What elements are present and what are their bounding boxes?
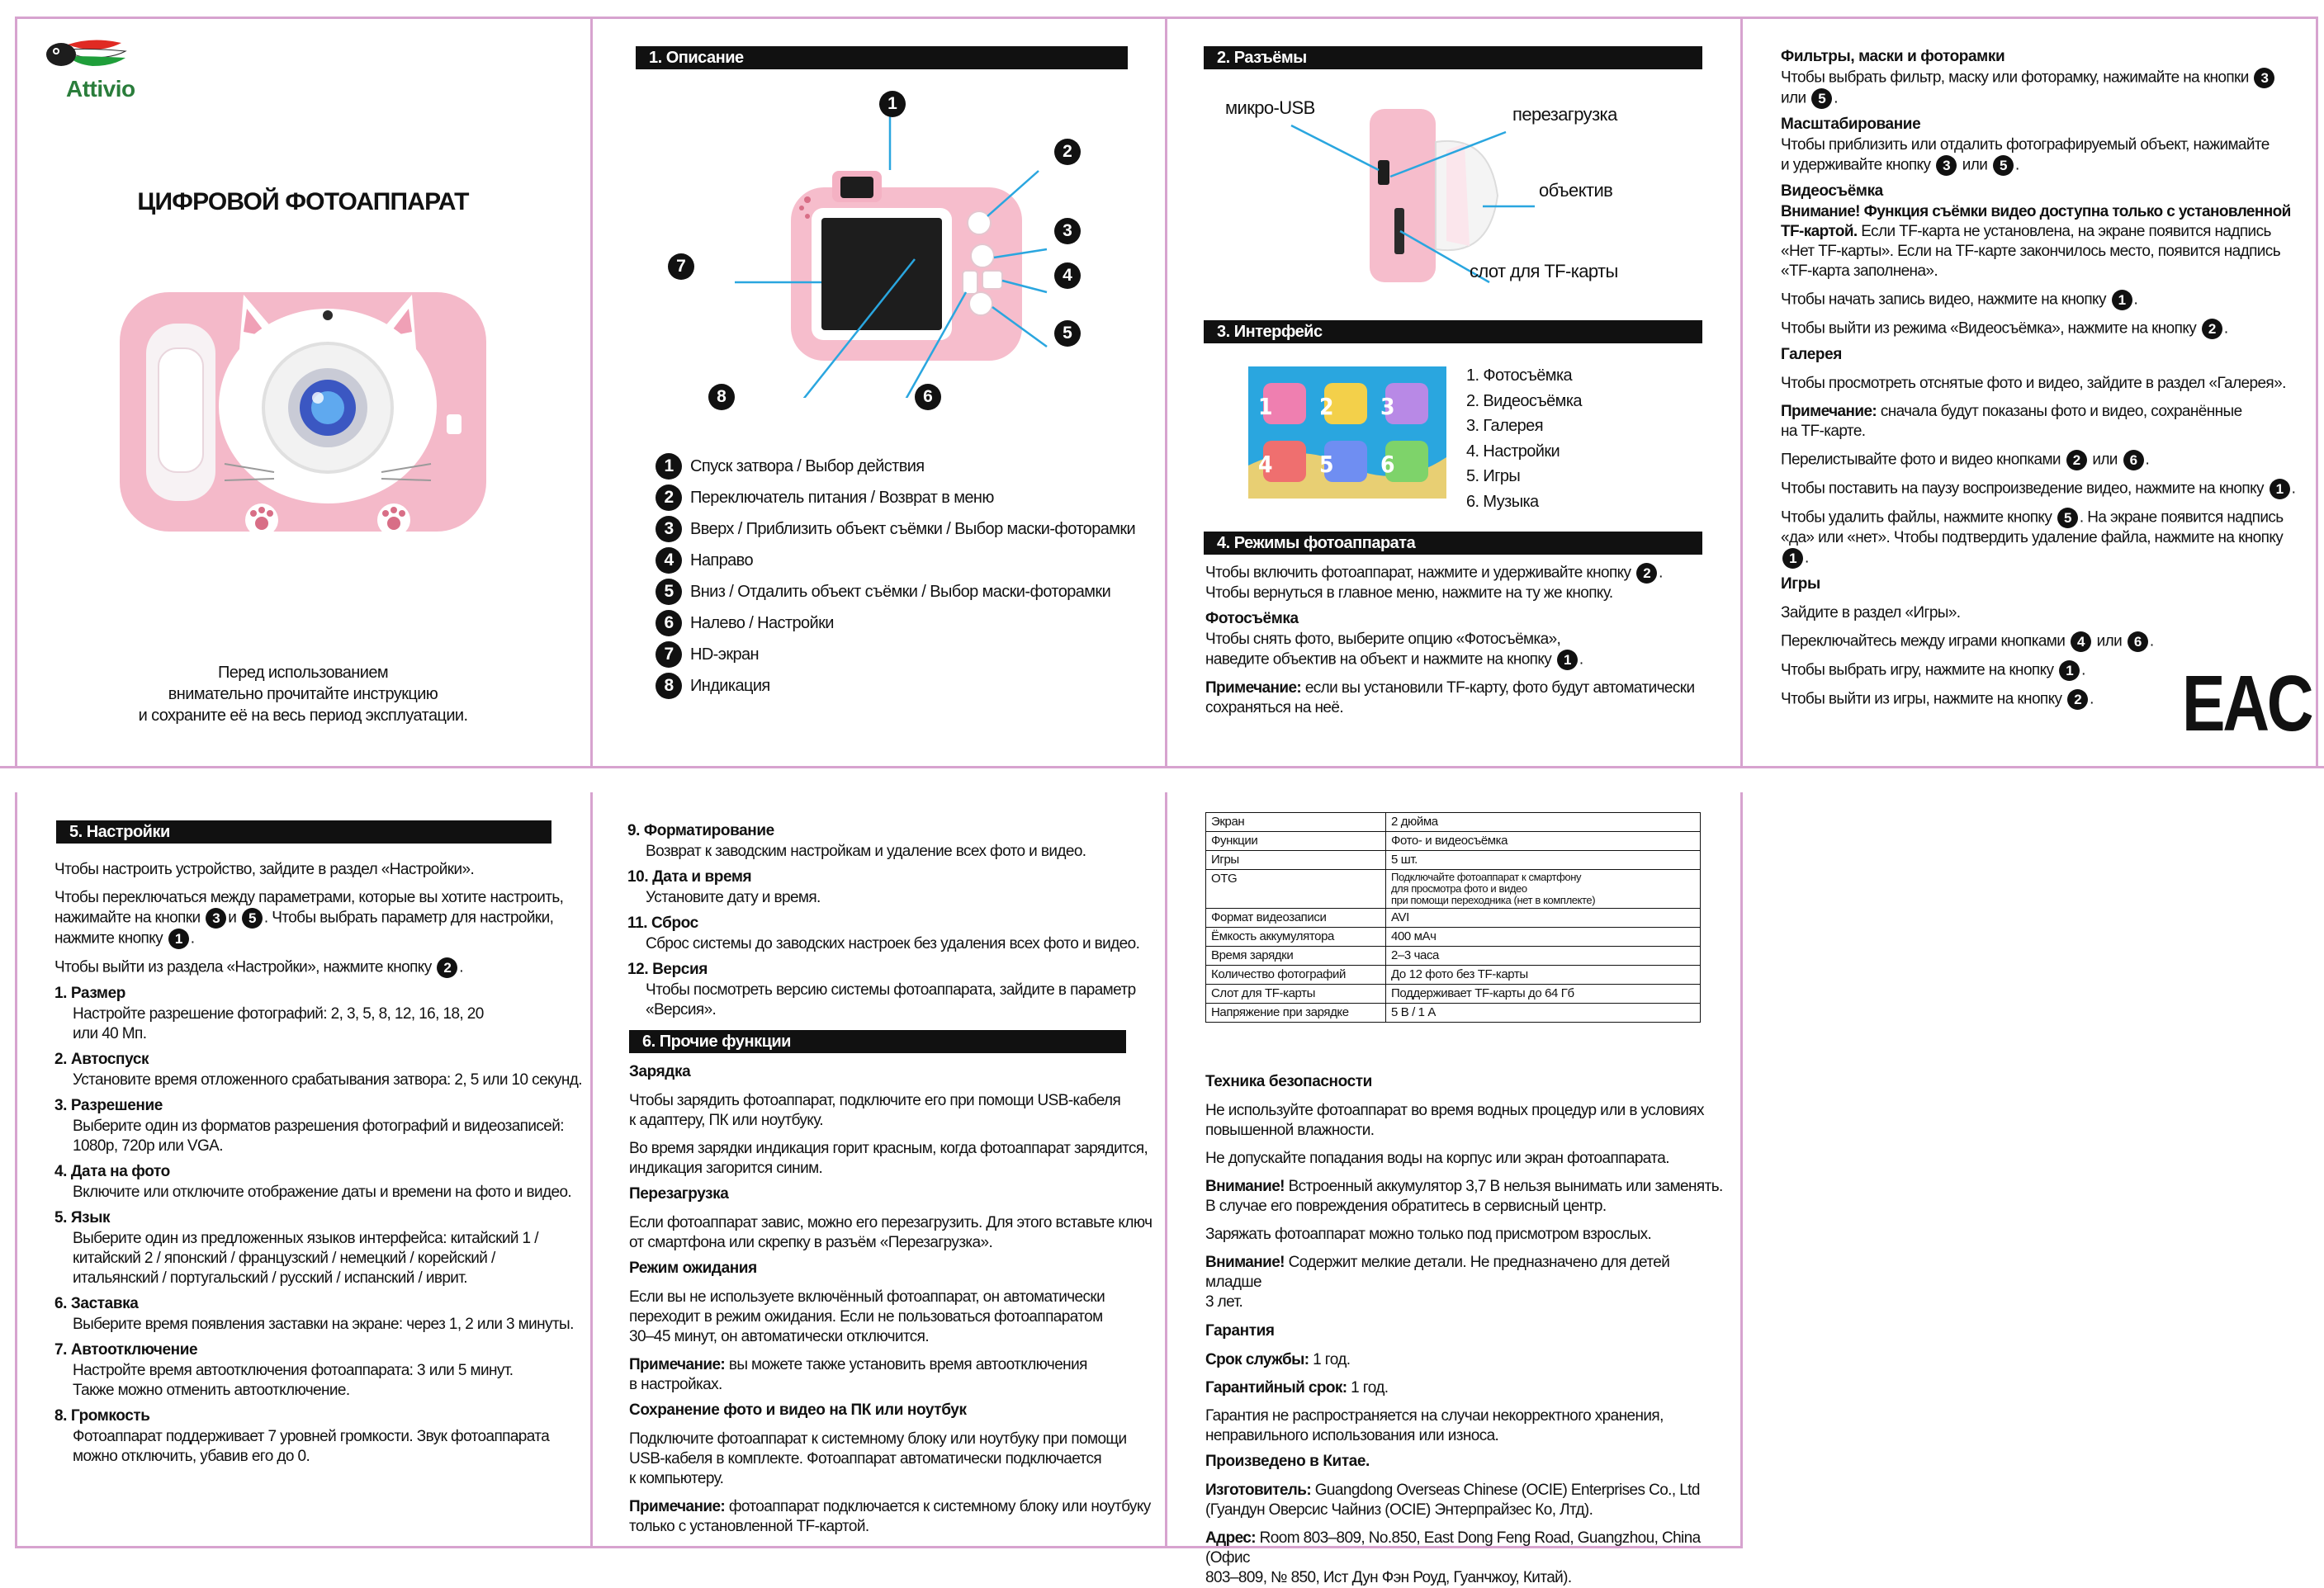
section-heading: 1. Описание	[636, 46, 1128, 69]
camera-front-illustration	[113, 258, 493, 538]
legend-item	[654, 607, 1135, 639]
text: Изготовитель:	[1205, 1482, 1312, 1499]
spec-label: Ёмкость аккумулятора	[1206, 928, 1386, 947]
spec-value: AVI	[1386, 909, 1701, 928]
paragraph	[1781, 68, 2309, 88]
subheading: 3. Разрешение	[54, 1097, 163, 1114]
paragraph: Фотоаппарат поддерживает 7 уровней громкости. Звук фотоаппарата	[73, 1428, 550, 1445]
spec-row	[1206, 813, 1701, 832]
paragraph: Если фотоаппарат завис, можно его перезагрузить. Для этого вставьте ключ	[629, 1214, 1153, 1231]
paragraph: Перелистывайте фото и видео кнопками 2 или 6 .	[1781, 450, 2309, 470]
subheading: 7. Автоотключение	[54, 1341, 198, 1359]
fold-line	[0, 766, 2324, 768]
brand-logo	[43, 36, 159, 102]
svg-text:6: 6	[1380, 451, 1395, 478]
eac-mark: EAC	[2182, 659, 2312, 748]
text: нажимайте на кнопки	[54, 909, 201, 927]
text: Примечание:	[1205, 679, 1302, 697]
settings-panel	[18, 794, 588, 1541]
callout-7: 7	[668, 253, 694, 280]
paragraph: Внимание! Функция съёмки видео доступна только с установленной	[1781, 203, 2291, 220]
paragraph: Не допускайте попадания воды на корпус или экран фотоаппарата.	[1205, 1150, 1669, 1167]
text: Чтобы выйти из раздела «Настройки», нажмите кнопку	[54, 958, 432, 976]
paragraph: Чтобы выйти из игры, нажмите на кнопку 2 .	[1781, 689, 2309, 710]
subheading: 5. Язык	[54, 1209, 111, 1226]
section-heading: 4. Режимы фотоаппарата	[1204, 532, 1702, 555]
text: наведите объектив на объект и нажмите на кнопку	[1205, 650, 1552, 669]
text: Примечание:	[1781, 403, 1877, 420]
legend-text: Переключатель питания / Возврат в меню	[690, 488, 994, 507]
legend-item	[654, 576, 1135, 607]
text: или	[1781, 89, 1806, 107]
paragraph: Также можно отменить автоотключение.	[73, 1382, 350, 1399]
interface-list	[1466, 363, 1582, 514]
fold-line	[2316, 17, 2318, 768]
paragraph	[1205, 1253, 1725, 1293]
spec-value: Подключайте фотоаппарат к смартфону для просмотра фото и видео при помощи переходника (нет в комплекте)	[1386, 870, 1701, 909]
button-5-ref: 5	[1811, 88, 1832, 109]
legend-item	[654, 513, 1135, 545]
button-1-ref: 1	[1782, 548, 1803, 569]
text: Примечание:	[629, 1356, 726, 1373]
cover-panel	[18, 18, 588, 765]
paragraph: Чтобы начать запись видео, нажмите на кнопку 1 .	[1781, 290, 2309, 310]
spec-value: 5 шт.	[1386, 851, 1701, 870]
text: TF-картой.	[1781, 223, 1858, 240]
text: Примечание:	[629, 1498, 726, 1515]
settings-continued	[627, 815, 1156, 1020]
svg-text:5: 5	[1319, 451, 1334, 478]
paragraph: в настройках.	[629, 1376, 722, 1393]
subheading: 4. Дата на фото	[54, 1163, 170, 1180]
cover-title: ЦИФРОВОЙ ФОТОАППАРАТ	[137, 188, 469, 215]
paragraph	[1205, 1378, 1725, 1398]
subheading: Техника безопасности	[1205, 1073, 1372, 1090]
paragraph	[1781, 508, 2309, 528]
paragraph: Чтобы снять фото, выберите опцию «Фотосъёмка»,	[1205, 631, 1561, 648]
paragraph: Выберите время появления заставки на экране: через 1, 2 или 3 минуты.	[73, 1316, 574, 1333]
port-label-micro-usb: микро-USB	[1225, 97, 1315, 118]
svg-text:3: 3	[1380, 393, 1395, 420]
subheading: Режим ожидания	[629, 1260, 757, 1277]
button-2-ref: 2	[2067, 689, 2088, 710]
paragraph	[629, 1497, 1157, 1517]
paragraph: Чтобы просмотреть отснятые фото и видео, зайдите в раздел «Галерея».	[1781, 375, 2286, 392]
button-1-ref: 1	[2270, 479, 2290, 499]
cover-note	[18, 662, 588, 726]
subheading: 10. Дата и время	[627, 868, 752, 886]
subheading: Гарантия	[1205, 1322, 1275, 1340]
callout-1: 1	[879, 91, 906, 117]
paragraph: Чтобы зарядить фотоаппарат, подключите его при помощи USB-кабеля	[629, 1092, 1121, 1109]
paragraph: можно отключить, убавив его до 0.	[73, 1448, 310, 1465]
spec-row	[1206, 909, 1701, 928]
callout-3: 3	[1054, 218, 1081, 244]
button-1-ref: 1	[2112, 290, 2132, 310]
spec-value: До 12 фото без TF-карты	[1386, 966, 1701, 985]
text: Чтобы выйти из режима «Видеосъёмка», нажмите на кнопку	[1781, 319, 2197, 338]
legend-text: Вверх / Приблизить объект съёмки / Выбор маски-фоторамки	[690, 519, 1136, 538]
legend-number: 6	[656, 610, 682, 636]
text: Адрес:	[1205, 1529, 1256, 1547]
port-label-tf-slot: слот для TF-карты	[1470, 261, 1618, 281]
spec-row	[1206, 870, 1701, 909]
text: Room 803–809, No.850, East Dong Feng Road, Guangzhou, China (Офис	[1205, 1529, 1701, 1567]
text: Чтобы выбрать фильтр, маску или фоторамку, нажимайте на кнопки	[1781, 69, 2249, 87]
svg-text:4: 4	[1258, 451, 1273, 478]
spec-label: Слот для TF-карты	[1206, 985, 1386, 1004]
button-3-ref: 3	[2254, 68, 2274, 88]
fold-line	[1740, 792, 1743, 1548]
legend-text: Направо	[690, 551, 753, 570]
paragraph: Сброс системы до заводских настроек без удаления всех фото и видео.	[646, 935, 1140, 952]
cover-note-line: и сохраните её на весь период эксплуатации.	[138, 707, 468, 725]
text: 1 год.	[1309, 1351, 1351, 1368]
legend-item	[654, 451, 1135, 482]
paragraph: наведите объектив на объект и нажмите на кнопку 1 .	[1205, 650, 1717, 670]
paragraph	[1205, 1529, 1725, 1568]
subheading: 9. Форматирование	[627, 822, 774, 839]
subheading: Перезагрузка	[629, 1185, 729, 1203]
interface-item: 2. Видеосъёмка	[1466, 391, 1582, 410]
section-heading: 5. Настройки	[56, 820, 551, 844]
paragraph	[1205, 1350, 1725, 1370]
paragraph: Чтобы включить фотоаппарат, нажмите и удерживайте кнопку 2 .	[1205, 563, 1717, 584]
spec-row	[1206, 832, 1701, 851]
paragraph: и удерживайте кнопку 3 или 5 .	[1781, 155, 2309, 176]
button-6-ref: 6	[2123, 450, 2144, 470]
subheading: 1. Размер	[54, 985, 125, 1002]
paragraph: (Гуандун Оверсис Чайниз (OCIE) Энтерпрайзес Ко, Лтд).	[1205, 1501, 1593, 1519]
paragraph: 30–45 минут, он автоматически отключится.	[629, 1328, 930, 1345]
button-5-ref: 5	[2057, 508, 2078, 528]
interface-screen-illustration	[1248, 366, 1446, 499]
paragraph: нажмите кнопку 1 .	[54, 929, 583, 949]
paragraph: индикация загорится синим.	[629, 1160, 823, 1177]
paragraph: Не используйте фотоаппарат во время водных процедур или в условиях	[1205, 1102, 1704, 1119]
paragraph: Если вы не используете включённый фотоаппарат, он автоматически	[629, 1288, 1105, 1306]
legend-text: Индикация	[690, 676, 770, 695]
paragraph	[1205, 1481, 1725, 1501]
button-1-ref: 1	[168, 929, 189, 949]
spec-table	[1205, 812, 1701, 1023]
paragraph: переходит в режим ожидания. Если не пользоваться фотоаппаратом	[629, 1308, 1103, 1326]
description-legend	[654, 451, 1135, 702]
interface-item: 3. Галерея	[1466, 417, 1543, 435]
button-3-ref: 3	[206, 908, 226, 929]
callout-4: 4	[1054, 262, 1081, 289]
paragraph: «да» или «нет». Чтобы подтвердить удаление файла, нажмите на кнопку 1 .	[1781, 528, 2309, 569]
subheading: Галерея	[1781, 346, 1842, 363]
legend-number: 5	[656, 579, 682, 605]
paragraph: USB-кабеля в комплекте. Фотоаппарат автоматически подключается	[629, 1450, 1102, 1467]
paragraph: Настройте разрешение фотографий: 2, 3, 5, 8, 12, 16, 18, 20	[73, 1005, 484, 1023]
callout-2: 2	[1054, 139, 1081, 165]
paragraph: Выберите один из форматов разрешения фотографий и видеозаписей:	[73, 1118, 564, 1135]
callout-6: 6	[915, 384, 941, 410]
spec-label: OTG	[1206, 870, 1386, 909]
paragraph: «Версия».	[646, 1001, 717, 1018]
button-2-ref: 2	[2066, 450, 2087, 470]
spec-row	[1206, 985, 1701, 1004]
subheading: Произведено в Китае.	[1205, 1453, 1370, 1470]
paragraph: Выберите один из предложенных языков интерфейса: китайский 1 /	[73, 1230, 538, 1247]
paragraph: неправильного использования или износа.	[1205, 1427, 1499, 1444]
spec-row	[1206, 947, 1701, 966]
text: «да» или «нет». Чтобы подтвердить удаление файла, нажмите на кнопку	[1781, 529, 2284, 546]
spec-value: 5 В / 1 А	[1386, 1004, 1701, 1023]
button-1-ref: 1	[1557, 650, 1578, 670]
paragraph: к компьютеру.	[629, 1470, 724, 1487]
interface-item: 1. Фотосъёмка	[1466, 366, 1573, 385]
paragraph: Чтобы посмотреть версию системы фотоаппарата, зайдите в параметр	[646, 981, 1136, 999]
paragraph: Заряжать фотоаппарат можно только под присмотром взрослых.	[1205, 1226, 1652, 1243]
settings-text	[54, 852, 583, 1467]
paragraph: или 5 .	[1781, 88, 2309, 109]
button-2-ref: 2	[437, 957, 457, 978]
subheading: 8. Громкость	[54, 1407, 150, 1425]
paragraph: «TF-карта заполнена».	[1781, 262, 1938, 280]
paragraph: Чтобы выйти из режима «Видеосъёмка», нажмите на кнопку 2 .	[1781, 319, 2309, 339]
spec-row	[1206, 1004, 1701, 1023]
paragraph: 803–809, № 850, Ист Дун Фэн Роуд, Гуанчжоу, Китай).	[1205, 1569, 1572, 1586]
text: Гарантийный срок:	[1205, 1379, 1347, 1397]
spec-label: Функции	[1206, 832, 1386, 851]
text: или	[2096, 632, 2123, 650]
legend-text: Налево / Настройки	[690, 613, 834, 632]
text: Если TF-карта не установлена, на экране появится надпись	[1857, 223, 2271, 240]
spec-label: Напряжение при зарядке	[1206, 1004, 1386, 1023]
text: Переключайтесь между играми кнопками	[1781, 632, 2066, 650]
paragraph	[1781, 402, 2309, 422]
camera-back-illustration	[642, 84, 1105, 398]
paragraph: Настройте время автоотключения фотоаппарата: 3 или 5 минут.	[73, 1362, 514, 1379]
interface-item: 5. Игры	[1466, 467, 1521, 485]
paragraph: Чтобы выбрать игру, нажмите на кнопку 1 .	[1781, 660, 2309, 681]
paragraph: 3 лет.	[1205, 1293, 1243, 1311]
subheading: 12. Версия	[627, 961, 708, 978]
text: фотоаппарат подключается к системному блоку или ноутбуку	[725, 1498, 1151, 1515]
cover-note-line: внимательно прочитайте инструкцию	[168, 685, 438, 703]
subheading: Масштабирование	[1781, 116, 1921, 133]
cover-note-line: Перед использованием	[218, 664, 388, 682]
text: . На экране появится надпись	[2079, 508, 2284, 527]
button-6-ref: 6	[2128, 631, 2148, 652]
spec-row	[1206, 966, 1701, 985]
callout-5: 5	[1054, 320, 1081, 347]
paragraph: на TF-карте.	[1781, 423, 1866, 440]
brand-name: Attivio	[66, 76, 135, 102]
paragraph: Переключайтесь между играми кнопками 4 или 6 .	[1781, 631, 2309, 652]
svg-text:2: 2	[1319, 393, 1334, 420]
spec-row	[1206, 928, 1701, 947]
text: Чтобы поставить на паузу воспроизведение видео, нажмите на кнопку	[1781, 480, 2264, 498]
paragraph: или 40 Мп.	[73, 1025, 147, 1042]
text: Перелистывайте фото и видео кнопками	[1781, 451, 2061, 469]
text: Внимание!	[1205, 1254, 1285, 1271]
button-1-ref: 1	[2059, 660, 2080, 681]
subheading: Видеосъёмка	[1781, 182, 1883, 200]
subheading: Игры	[1781, 575, 1820, 593]
subheading: Сохранение фото и видео на ПК или ноутбук	[629, 1401, 967, 1419]
text: Внимание!	[1205, 1178, 1285, 1195]
paragraph: Установите время отложенного срабатывания затвора: 2, 5 или 10 секунд.	[73, 1071, 582, 1089]
paragraph	[629, 1355, 1157, 1375]
paragraph: от смартфона или скрепку в разъём «Перезагрузка».	[629, 1234, 993, 1251]
interface-item: 6. Музыка	[1466, 492, 1539, 511]
section-heading: 3. Интерфейс	[1204, 320, 1702, 343]
legend-item	[654, 639, 1135, 670]
other-functions-panel	[593, 794, 1162, 1541]
modes-text	[1205, 563, 1717, 718]
port-label-reset: перезагрузка	[1512, 104, 1617, 125]
paragraph: итальянский / португальский / русский / испанский / иврит.	[73, 1269, 467, 1287]
text: Чтобы выйти из игры, нажмите на кнопку	[1781, 690, 2062, 708]
subheading: Фотосъёмка	[1205, 610, 1299, 627]
fold-line	[15, 17, 17, 768]
text: вы можете также установить время автоотключения	[725, 1356, 1087, 1373]
paragraph: Чтобы приблизить или отдалить фотографируемый объект, нажимайте	[1781, 136, 2270, 154]
paragraph: Чтобы переключаться между параметрами, которые вы хотите настроить,	[54, 889, 564, 906]
legend-text: HD-экран	[690, 645, 759, 664]
section-heading: 6. Прочие функции	[629, 1030, 1126, 1053]
features-text	[1781, 41, 2309, 710]
subheading: 2. Автоспуск	[54, 1051, 149, 1068]
camera-side-illustration	[1184, 84, 1712, 332]
section-heading: 2. Разъёмы	[1204, 46, 1702, 69]
text: Содержит мелкие детали. Не предназначено для детей младше	[1205, 1254, 1670, 1291]
button-5-ref: 5	[242, 908, 263, 929]
spec-label: Экран	[1206, 813, 1386, 832]
button-2-ref: 2	[2202, 319, 2222, 339]
paragraph: Чтобы настроить устройство, зайдите в раздел «Настройки».	[54, 861, 475, 878]
spec-value: 2 дюйма	[1386, 813, 1701, 832]
text: или	[1962, 156, 1988, 174]
ports-panel	[1167, 18, 1737, 765]
text: Срок службы:	[1205, 1351, 1309, 1368]
button-3-ref: 3	[1936, 155, 1957, 176]
interface-item: 4. Настройки	[1466, 442, 1560, 461]
legend-number: 3	[656, 516, 682, 542]
paragraph: к адаптеру, ПК или ноутбуку.	[629, 1112, 823, 1129]
legend-number: 8	[656, 673, 682, 699]
text: и	[228, 909, 237, 927]
spec-label: Количество фотографий	[1206, 966, 1386, 985]
text: Чтобы начать запись видео, нажмите на кнопку	[1781, 291, 2106, 309]
legend-item	[654, 670, 1135, 702]
paragraph: Включите или отключите отображение даты и времени на фото и видео.	[73, 1184, 572, 1201]
text: Чтобы удалить файлы, нажмите кнопку	[1781, 508, 2052, 527]
text: Чтобы включить фотоаппарат, нажмите и удерживайте кнопку	[1205, 564, 1631, 582]
legend-text: Вниз / Отдалить объект съёмки / Выбор маски-фоторамки	[690, 582, 1111, 601]
paragraph: китайский 2 / японский / французский / немецкий / корейский /	[73, 1250, 495, 1267]
callout-8: 8	[708, 384, 735, 410]
spec-value: 400 мАч	[1386, 928, 1701, 947]
features-panel	[1743, 18, 2312, 765]
text: если вы установили TF-карту, фото будут автоматически	[1301, 679, 1695, 697]
paragraph	[1205, 678, 1717, 698]
text: 1 год.	[1347, 1379, 1389, 1397]
subheading: Фильтры, маски и фоторамки	[1781, 48, 2005, 65]
subheading: 11. Сброс	[627, 915, 698, 932]
text: сначала будут показаны фото и видео, сохранённые	[1877, 403, 2242, 420]
paragraph: «Нет TF-карты». Если на TF-карте закончилось место, появится надпись	[1781, 243, 2280, 260]
fold-line	[15, 792, 17, 1548]
subheading: Зарядка	[629, 1063, 691, 1080]
other-functions-text	[629, 1056, 1157, 1537]
spec-label: Время зарядки	[1206, 947, 1386, 966]
legend-number: 2	[656, 484, 682, 511]
svg-text:1: 1	[1258, 393, 1273, 420]
paragraph: сохраняться на неё.	[1205, 699, 1343, 716]
paragraph: Чтобы вернуться в главное меню, нажмите на ту же кнопку.	[1205, 584, 1613, 602]
paragraph: Чтобы поставить на паузу воспроизведение видео, нажмите на кнопку 1 .	[1781, 479, 2309, 499]
specs-text	[1205, 1066, 1725, 1588]
paragraph: Гарантия не распространяется на случаи некорректного хранения,	[1205, 1407, 1664, 1425]
spec-value: Фото- и видеосъёмка	[1386, 832, 1701, 851]
paragraph	[54, 908, 583, 929]
legend-item	[654, 545, 1135, 576]
paragraph: Зайдите в раздел «Игры».	[1781, 604, 1961, 621]
paragraph: Подключите фотоаппарат к системному блоку или ноутбуку при помощи	[629, 1430, 1127, 1448]
paragraph: Во время зарядки индикация горит красным, когда фотоаппарат зарядится,	[629, 1140, 1148, 1157]
specs-panel	[1167, 794, 1737, 1586]
text: Guangdong Overseas Chinese (OCIE) Enterprises Co., Ltd	[1311, 1482, 1700, 1499]
spec-value: Поддерживает TF-карты до 64 Гб	[1386, 985, 1701, 1004]
legend-number: 7	[656, 641, 682, 668]
text: Встроенный аккумулятор 3,7 В нельзя вынимать или заменять.	[1284, 1178, 1723, 1195]
spec-value: 2–3 часа	[1386, 947, 1701, 966]
text: Чтобы выбрать игру, нажмите на кнопку	[1781, 661, 2054, 679]
button-4-ref: 4	[2071, 631, 2091, 652]
spec-label: Формат видеозаписи	[1206, 909, 1386, 928]
button-2-ref: 2	[1636, 563, 1657, 584]
port-label-lens: объектив	[1539, 180, 1613, 201]
text: и удерживайте кнопку	[1781, 156, 1931, 174]
paragraph: Чтобы выйти из раздела «Настройки», нажмите кнопку 2 .	[54, 957, 583, 978]
button-5-ref: 5	[1993, 155, 2014, 176]
text: нажмите кнопку	[54, 929, 163, 948]
legend-item	[654, 482, 1135, 513]
paragraph	[1781, 222, 2309, 242]
description-panel	[593, 18, 1162, 765]
paragraph: В случае его повреждения обратитесь в сервисный центр.	[1205, 1198, 1607, 1215]
spec-row	[1206, 851, 1701, 870]
paragraph: 1080p, 720p или VGA.	[73, 1137, 223, 1155]
paragraph: Возврат к заводским настройкам и удаление всех фото и видео.	[646, 843, 1086, 860]
paragraph: Установите дату и время.	[646, 889, 821, 906]
subheading: 6. Заставка	[54, 1295, 139, 1312]
spec-label: Игры	[1206, 851, 1386, 870]
paragraph: только с установленной TF-картой.	[629, 1518, 869, 1535]
legend-text: Спуск затвора / Выбор действия	[690, 456, 925, 475]
legend-number: 1	[656, 453, 682, 480]
paragraph: повышенной влажности.	[1205, 1122, 1375, 1139]
text: или	[2092, 451, 2118, 469]
paragraph	[1205, 1177, 1725, 1197]
text: . Чтобы выбрать параметр для настройки,	[263, 909, 554, 927]
legend-number: 4	[656, 547, 682, 574]
